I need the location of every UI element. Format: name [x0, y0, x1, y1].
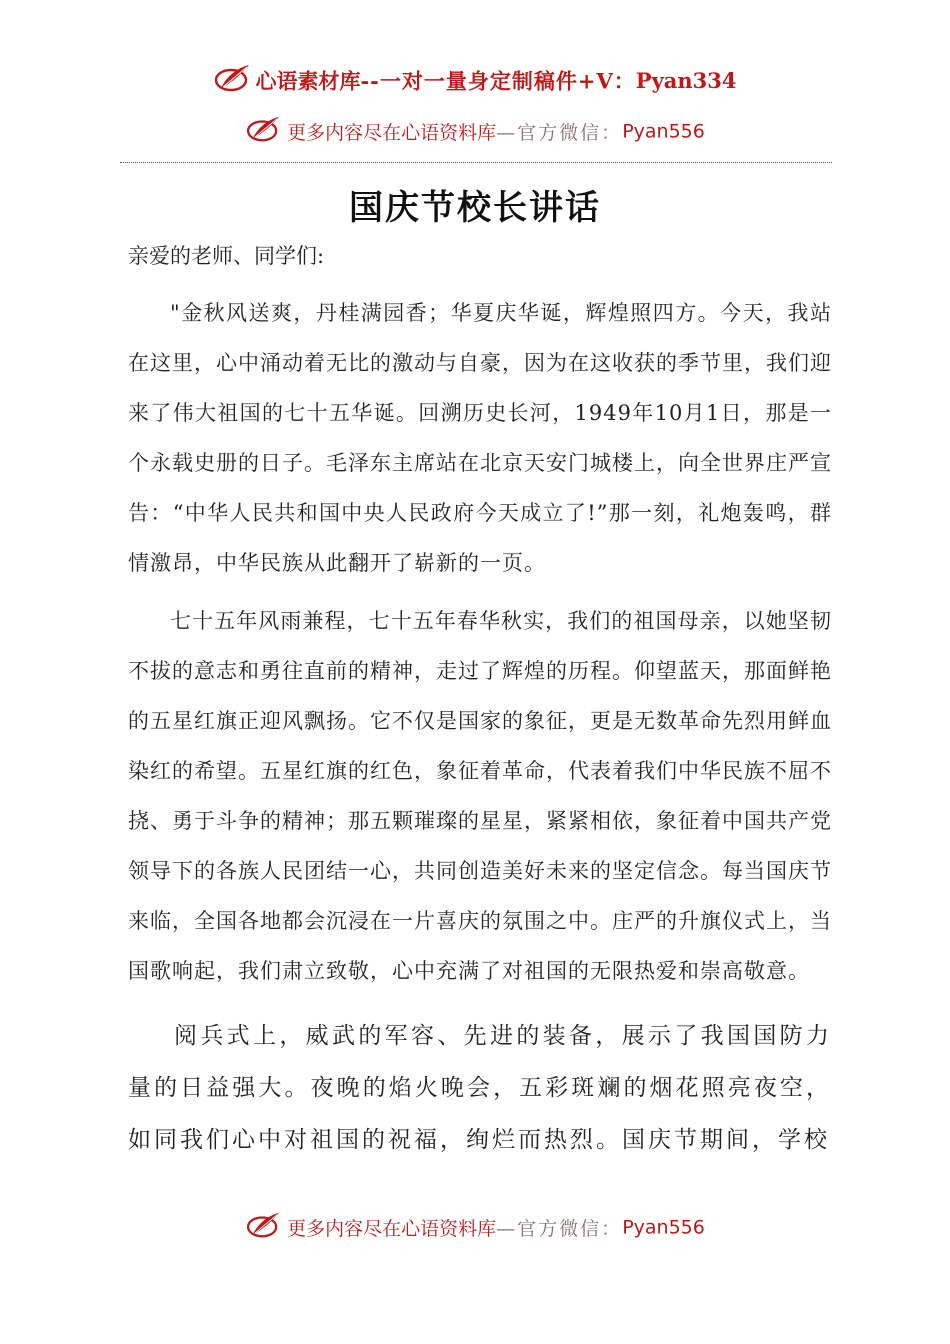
feather-pen-logo-icon: [213, 62, 253, 99]
header-divider: [120, 162, 832, 163]
footer-official: —官方微信：: [496, 1218, 623, 1240]
brand-name: 心语素材库: [255, 68, 361, 94]
paragraph-1: "金秋风送爽，丹桂满园香；华夏庆华诞，辉煌照四方。今天，我站在这里，心中涌动着无比的激动与自豪，因为在这收获的季节里，我们迎来了伟大祖国的七十五华诞。回溯历史长河，1949年10月1日，那是一个永载史册的日子。毛泽东主席站在北京天安门城楼上，向全世界庄严宣告：“中华人民共和国中央人民政府今天成立了!”那一刻，礼炮轰鸣，群情激昂，中华民族从此翻开了崭新的一页。: [128, 301, 832, 575]
greeting: 亲爱的老师、同学们:: [128, 244, 325, 268]
header-sub-official: —官方微信：: [496, 122, 623, 144]
document-title: 国庆节校长讲话: [349, 188, 601, 228]
header-contact: Pyan334: [635, 68, 737, 93]
document-body: [128, 238, 832, 1166]
header-slogan: --一对一量身定制稿件+V：: [360, 68, 636, 94]
paragraph-3: 阅兵式上，威武的军容、先进的装备，展示了我国国防力量的日益强大。夜晚的焰火晚会，五彩斑斓的烟花照亮夜空，如同我们心中对祖国的祝福，绚烂而热烈。国庆节期间，学校: [128, 1023, 832, 1153]
footer-wechat: Pyan556: [622, 1216, 705, 1239]
header-sub-text: 更多内容尽在心语资料库: [287, 122, 497, 144]
footer-text: 更多内容尽在心语资料库: [287, 1218, 497, 1240]
header-subline: [0, 114, 950, 149]
footer-banner: [0, 1210, 950, 1245]
feather-pen-logo-icon: [245, 114, 283, 149]
paragraph-2: 七十五年风雨兼程，七十五年春华秋实，我们的祖国母亲，以她坚韧不拔的意志和勇往直前的精神，走过了辉煌的历程。仰望蓝天，那面鲜艳的五星红旗正迎风飘扬。它不仅是国家的象征，更是无数革命先烈用鲜血染红的希望。五星红旗的红色，象征着革命，代表着我们中华民族不屈不挠、勇于斗争的精神；那五颗璀璨的星星，紧紧相依，象征着中国共产党领导下的各族人民团结一心，共同创造美好未来的坚定信念。每当国庆节来临，全国各地都会沉浸在一片喜庆的氛围之中。庄严的升旗仪式上，当国歌响起，我们肃立致敬，心中充满了对祖国的无限热爱和崇高敬意。: [128, 609, 832, 983]
header-sub-wechat: Pyan556: [622, 120, 705, 143]
header-banner: [0, 62, 950, 99]
feather-pen-logo-icon: [245, 1210, 283, 1245]
